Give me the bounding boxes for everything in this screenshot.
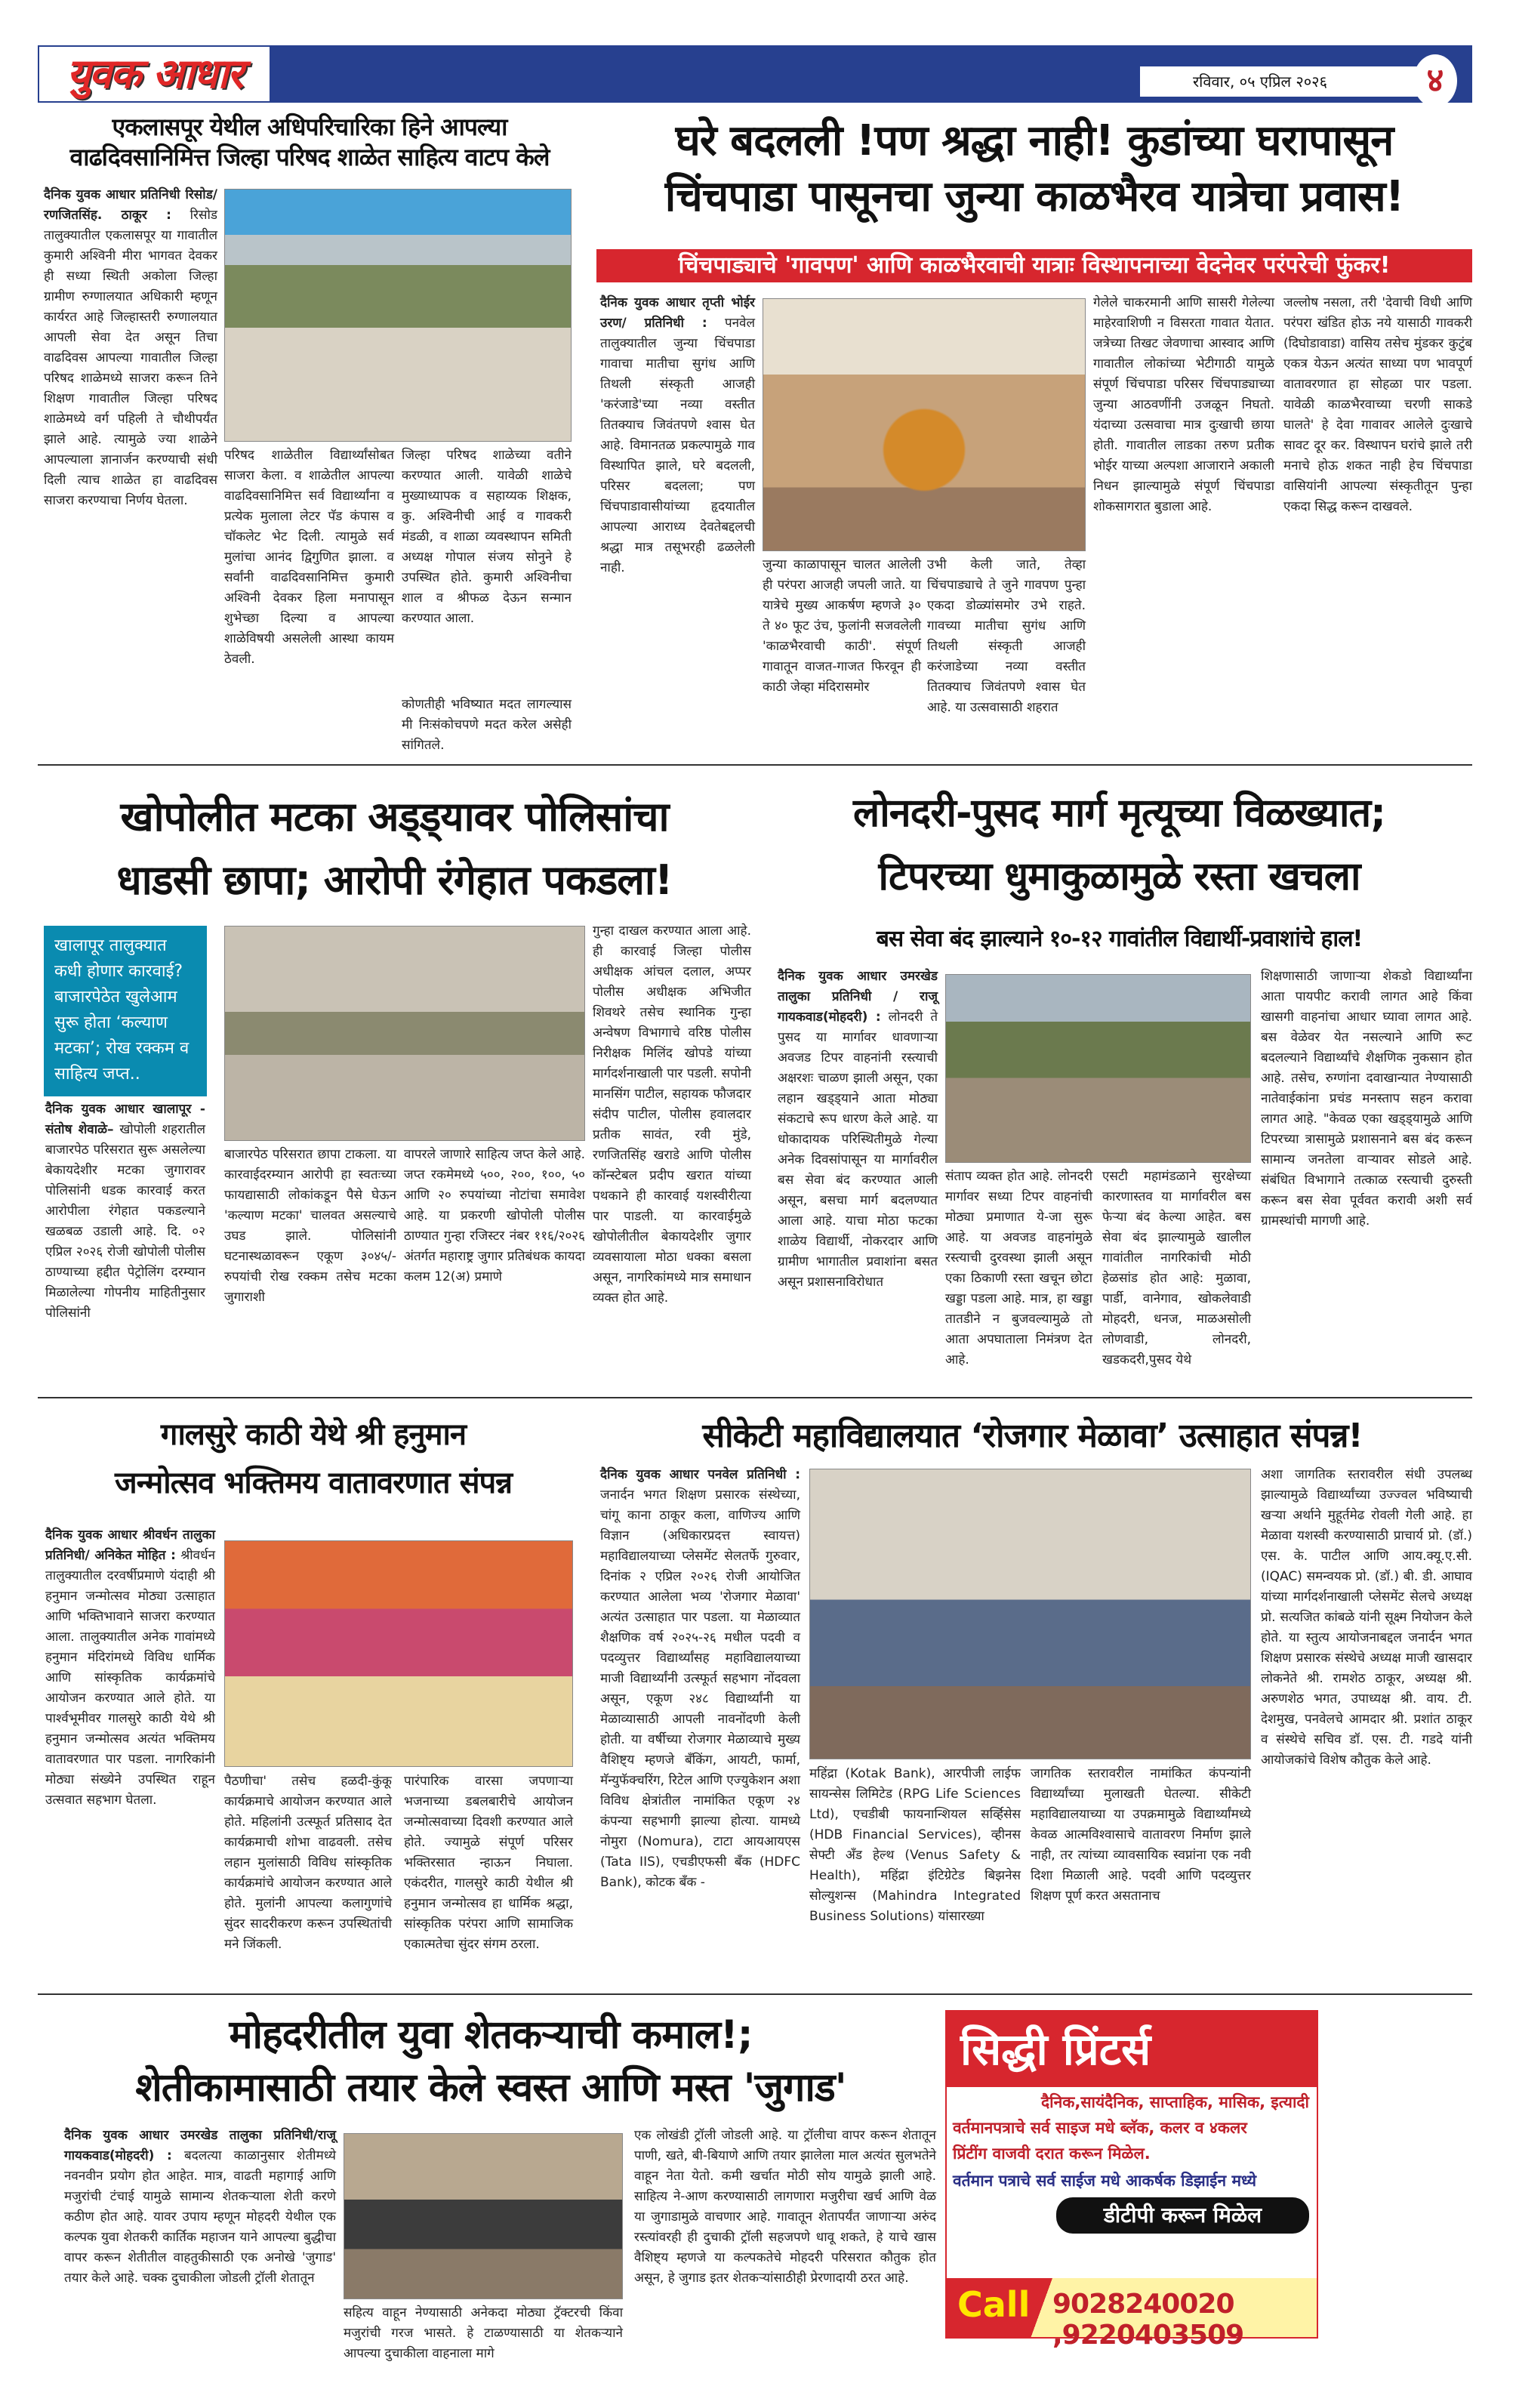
byline: दैनिक युवक आधार श्रीवर्धन तालुका प्रतिनिधी/ अनिकेत मोहित : xyxy=(45,1528,215,1563)
article-1-column-4: कोणतीही भविष्यात मदत लागल्यास मी निःसंकोचपणे मदत करेल असेही सांगितले. xyxy=(402,697,572,753)
column-text: जनार्दन भगत शिक्षण प्रसारक संस्थेच्या, चांगू काना ठाकूर कला, वाणिज्य आणि विज्ञान (अधिकारप्रदत्त स्वायत्त) महाविद्यालयाच्या प्लेसमेंट सेलतर्फे गुरुवार, दिनांक २ एप्रिल २०२६ रोजी आयोजित करण्यात आलेला भव्य 'रोजगार मेळावा' अत्यंत उत्साहात पार पडला. या मेळाव्यात शैक्षणिक वर्ष २०२५-२६ मधील पदवी व पदव्युत्तर विद्यार्थ्यांसह महाविद्यालयाच्या माजी विद्यार्थ्यांनी उत्स्फूर्त सहभाग नोंदवला असून, एकूण २४८ विद्यार्थ्यांनी या मेळाव्यासाठी आपली नावनोंदणी केली होती. या वर्षीच्या रोजगार मेळाव्याचे मुख्य वैशिष्ट्य म्हणजे बँकिंग, आयटी, फार्मा, मॅन्युफॅक्चरिंग, रिटेल आणि एज्युकेशन अशा विविध क्षेत्रांतील नामांकित एकूण २४ कंपन्या सहभागी झाल्या होत्या. यामध्ये नोमुरा (Nomura), टाटा आयआयएस (Tata IIS), एचडीएफसी बँक (HDFC Bank), कोटक बँक - xyxy=(600,1488,800,1890)
section-divider xyxy=(38,1397,1472,1398)
article-6-column-1 xyxy=(600,1465,800,1986)
headline-line: एकलासपूर येथील अधिपरिचारिका हिने आपल्या xyxy=(112,113,507,141)
article-2-banner: चिंचपाड्याचे 'गावपण' आणि काळभैरवाची यात्राः विस्थापनाच्या वेदनेवर परंपरेची फुंकर! xyxy=(596,249,1472,282)
hanuman-jayanti-photo xyxy=(224,1540,573,1767)
ad-dtp-pill: डीटीपी करून मिळेल xyxy=(1056,2197,1309,2234)
headline-line: गालसुरे काठी येथे श्री हनुमान xyxy=(160,1417,467,1452)
ad-phone-numbers[interactable]: 9028240020 ,9220403509 xyxy=(1052,2289,1244,2351)
article-7-column-3: एक लोखंडी ट्रॉली जोडली आहे. या ट्रॉलीचा वापर करून शेतातून पाणी, खते, बी-बियाणे आणि तयार झालेला माल अत्यंत सुलभतेने वाहून नेता येतो. कमी खर्चात मोठी सोय यामुळे झाली आहे. साहित्य ने-आण करण्यासाठी लागणारा मजुरीचा खर्च आणि वेळ या जुगाडामुळे वाचणार आहे. गावातून शेतापर्यंत जाणाऱ्या अरुंद रस्त्यांवरही ही दुचाकी ट्रॉली सहजपणे धावू शकते, हे याचे खास वैशिष्ट्य म्हणजे या कल्पकतेचे मोहदरी परिसरात कौतुक होत असून, हे जुगाड इतर शेतकऱ्यांसाठीही प्रेरणादायी ठरत आहे. xyxy=(634,2128,936,2286)
column-text: श्रीवर्धन तालुक्यातील दरवर्षीप्रमाणे यंदाही श्री हनुमान जन्मोत्सव मोठ्या उत्साहात आणि भक्तिभावाने साजरा करण्यात आला. तालुक्यातील अनेक गावांमध्ये हनुमान मंदिरांमध्ये विविध धार्मिक आणि सांस्कृतिक कार्यक्रमांचे आयोजन करण्यात आले होते. या पार्श्वभूमीवर गालसुरे काठी येथे श्री हनुमान जन्मोत्सव अत्यंत भक्तिमय वातावरणात पार पडला. नागरिकांनी मोठ्या संख्येने उपस्थित राहून उत्सवात सहभाग घेतला. xyxy=(45,1548,215,1808)
ad-call-label: Call xyxy=(957,2284,1031,2325)
article-4-column-3: एसटी महामंडळाने सुरक्षेच्या कारणास्तव या मार्गावरील बस फेऱ्या बंद केल्या आहेत. बस सेवा बंद झाल्यामुळे खालील गावांतील नागरिकांची मोठी हेळसांड होत आहे: मुळावा, पार्डी, वानेगाव, खोकलेवाडी मोहदरी, धनज, माळअसोली लोणवाडी, लोनदरी, खडकदरी,पुसद येथे xyxy=(1102,1169,1251,1367)
article-4-headline xyxy=(763,782,1476,908)
article-2-column-4: गेलेले चाकरमानी आणि सासरी गेलेल्या माहेरवाशिणी न विसरता गावात येतात. जत्रेच्या तिखट जेवणाचा आस्वाद आणि गावातील लोकांच्या भेटीगाठी यामुळे संपूर्ण चिंचपाडा परिसर चिंचपाड्याच्या जुन्या आठवणींनी उजळून निघतो. यंदाच्या उत्सवाचा मात्र दुःखाची छाया होती. गावातील लाडका तरुण प्रतीक भोईर याच्या अल्पशा आजाराने अकाली निधन झाल्यामुळे संपूर्ण चिंचपाडा शोकसागरात बुडाला आहे. xyxy=(1093,295,1274,514)
article-1-column-1 xyxy=(44,185,217,755)
column-text: लोनदरी ते पुसद या मार्गावर धावणाऱ्या अवजड टिपर वाहनांनी रस्त्याची अक्षरशः चाळण झाली असून, एका लहान खड्ड्याने आता मोठ्या संकटाचे रूप धारण केले आहे. या धोकादायक परिस्थितीमुळे गेल्या अनेक दिवसांपासून या मार्गावरील बस सेवा बंद करण्यात आली असून, बसचा मार्ग बदलण्यात आला आहे. याचा मोठा फटका शाळेय विद्यार्थी, नोकरदार आणि ग्रामीण भागातील प्रवाशांना बसत असून प्रशासनाविरोधात xyxy=(778,1010,938,1290)
kalbhairav-temple-photo xyxy=(763,298,1086,551)
headline-line: टिपरच्या धुमाकुळामुळे रस्ता खचला xyxy=(878,854,1360,899)
page-number: ४ xyxy=(1413,54,1457,107)
article-2-column-3: उभी केली जाते, तेव्हा चिंचपाड्याचे ते जुने गावपण पुन्हा एकदा डोळ्यांसमोर उभे राहते. गावच्या मातीचा सुगंध आणि तिथली संस्कृती आजही करंजाडेच्या नव्या वस्तीत तितक्याच जिवंतपणे श्वास घेत आहे. या उत्सवासाठी शहरात xyxy=(927,557,1086,715)
article-2-column-2: जुन्या काळापासून चालत आलेली ही परंपरा आजही जपली जाते. या यात्रेचे मुख्य आकर्षण म्हणजे ३० ते ४० फूट उंच, फुलांनी सजवलेली 'काळभैरवाची काठी'. संपूर्ण गावातून वाजत-गाजत फिरवून ही काठी जेव्हा मंदिरासमोर xyxy=(763,557,921,695)
article-5-column-1 xyxy=(45,1525,215,1986)
headline-line: मोहदरीतील युवा शेतकऱ्याची कमाल!; xyxy=(229,2012,753,2058)
article-6-column-4: अशा जागतिक स्तरावरील संधी उपलब्ध झाल्यामुळे विद्यार्थ्यांच्या उज्ज्वल भविष्याची खऱ्या अर्थाने मुहूर्तमेढ रोवली गेली आहे. हा मेळावा यशस्वी करण्यासाठी प्राचार्य प्रो. (डॉ.) एस. के. पाटील आणि आय.क्यू.ए.सी. (IQAC) समन्वयक प्रो. (डॉ.) बी. डी. आघाव यांच्या मार्गदर्शनाखाली प्लेसमेंट सेलचे अध्यक्ष प्रो. सत्यजित कांबळे यांनी सूक्ष्म नियोजन केले होते. या स्तुत्य आयोजनाबद्दल जनार्दन भगत शिक्षण प्रसारक संस्थेचे अध्यक्ष माजी खासदार लोकनेते श्री. रामशेठ ठाकूर, अध्यक्ष श्री. अरुणशेठ भगत, उपाध्यक्ष श्री. वाय. टी. देशमुख, पनवेलचे आमदार श्री. प्रशांत ठाकूर व संस्थेचे सचिव डॉ. एस. टी. गडदे यांनी आयोजकांचे विशेष कौतुक केले आहे. xyxy=(1261,1467,1472,1768)
byline: दैनिक युवक आधार पनवेल प्रतिनिधी : xyxy=(600,1467,800,1482)
byline: दैनिक युवक आधार तृप्ती भोईर उरण/ प्रतिनिधी : xyxy=(600,295,755,331)
byline: दैनिक युवक आधार उमरखेड तालुका प्रतिनिधी/राजू गायकवाड(मोहदरी) : xyxy=(64,2128,336,2163)
byline: दैनिक युवक आधार खालापूर - संतोष शेवाळे– xyxy=(45,1102,205,1137)
job-fair-photo xyxy=(809,1469,1251,1759)
article-3-headline xyxy=(38,785,751,912)
headline-line: लोनदरी-पुसद मार्ग मृत्यूच्या विळख्यात; xyxy=(853,791,1385,836)
article-2-column-1 xyxy=(600,293,755,755)
issue-date: रविवार, ०५ एप्रिल २०२६ xyxy=(1140,66,1427,97)
article-3-column-2: बाजारपेठ परिसरात छापा टाकला. या कारवाईदरम्यान आरोपी हा स्वतःच्या फायद्यासाठी लोकांकडून पैसे घेऊन 'कल्याण मटका' चालवत असल्याचे उघड झाले. पोलिसांनी घटनास्थळावरून एकूण ३०४५/- रुपयांची रोख रक्कम तसेच मटका जुगाराशी xyxy=(224,1147,396,1305)
article-7-column-1 xyxy=(64,2126,336,2352)
article-5-column-2: पैठणीचा' तसेच हळदी-कुंकू कार्यक्रमाचे आयोजन करण्यात आले होते. महिलांनी उत्स्फूर्त प्रतिसाद देत कार्यक्रमाची शोभा वाढवली. तसेच लहान मुलांसाठी विविध सांस्कृतिक कार्यक्रमांचे आयोजन करण्यात आले होते. मुलांनी आपल्या कलागुणांचे सुंदर सादरीकरण करून उपस्थितांची मने जिंकली. xyxy=(224,1774,392,1952)
headline-line: वाढदिवसानिमित्त जिल्हा परिषद शाळेत साहित्य वाटप केले xyxy=(69,143,550,171)
headline-line: खोपोलीत मटका अड्ड्यावर पोलिसांचा xyxy=(120,793,669,840)
column-text: खोपोली शहरातील बाजारपेठ परिसरात सुरू असलेल्या बेकायदेशीर मटका जुगारावर पोलिसांनी धडक कारवाई करत आरोपीला रंगेहात पकडल्याने खळबळ उडाली आहे. दि. ०२ एप्रिल २०२६ रोजी खोपोली पोलीस ठाण्याच्या हद्दीत पेट्रोलिंग दरम्यान मिळालेल्या गोपनीय माहितीनुसार पोलिसांनी xyxy=(45,1122,206,1321)
headline-line: जन्मोत्सव भक्तिमय वातावरणात संपन्न xyxy=(114,1466,513,1500)
article-1-column-2: परिषद शाळेतील विद्यार्थ्यांसोबत साजरा केला. व शाळेतील आपल्या वाढदिवसानिमित्त सर्व विद्यार्थ्यांना व प्रत्येक मुलाला लेटर पॅड कंपास व चॉकलेट भेट दिली. त्यामुळे सर्व मुलांचा आनंद द्विगुणित झाला. व सर्वांनी वाढदिवसानिमित्त कुमारी अश्विनी देवकर हिला मनापासून शुभेच्छा दिल्या व आपल्या शाळेविषयी असलेली आस्था कायम ठेवली. xyxy=(224,448,394,667)
article-3-column-4: गुन्हा दाखल करण्यात आला आहे. ही कारवाई जिल्हा पोलीस अधीक्षक आंचल दलाल, अप्पर पोलीस अधीक्षक अभिजीत शिवथरे तसेच स्थानिक गुन्हा अन्वेषण विभागाचे वरिष्ठ पोलीस निरीक्षक मिलिंद खोपडे यांच्या मार्गदर्शनाखाली पार पडली. सपोनी मानसिंग पाटील, सहायक फौजदार संदीप पाटील, पोलीस हवालदार प्रतीक सावंत, रवी मुंडे, रणजितसिंह खराडे आणि पोलीस कॉन्स्टेबल प्रदीप खरात यांच्या पथकाने ही कारवाई यशस्वीरीत्या पार पाडली. या कारवाईमुळे खोपोलीतील बेकायदेशीर जुगार व्यवसायाला मोठा धक्का बसला असून, नागरिकांमध्ये मात्र समाधान व्यक्त होत आहे. xyxy=(593,923,751,1306)
newspaper-logo: युवक आधार xyxy=(39,47,270,101)
ad-title: सिद्धी प्रिंटर्स xyxy=(947,2012,1317,2087)
ad-line-4: वर्तमान पत्राचे सर्व साईज मधे आकर्षक डिझाईन मध्ये xyxy=(953,2172,1257,2190)
siddhi-printers-ad xyxy=(945,2010,1318,2351)
headline-line: धाडसी छापा; आरोपी रंगेहात पकडला! xyxy=(116,856,673,904)
section-divider xyxy=(38,1993,1472,1995)
ad-line-2: वर्तमानपत्राचे सर्व साइज मधे ब्लॅक, कलर व ४कलर xyxy=(953,2119,1247,2137)
article-4-subheadline: बस सेवा बंद झाल्याने १०-१२ गावांतील विद्यार्थी-प्रवाशांचे हाल! xyxy=(876,926,1363,952)
headline-line: चिंचपाडा पासूनचा जुन्या काळभैरव यात्रेचा प्रवास! xyxy=(664,172,1404,221)
article-7-column-2: सहित्य वाहून नेण्यासाठी अनेकदा मोठ्या ट्रॅक्टरची किंवा मजुरांची गरज भासते. हे टाळण्यासाठी या शेतकऱ्याने आपल्या दुचाकीला वाहनाला मागे xyxy=(344,2305,623,2361)
column-text: रिसोड तालुक्यातील एकलासपूर या गावातील कुमारी अश्विनी मीरा भागवत देवकर ही सध्या स्थिती अकोला जिल्हा ग्रामीण रुग्णालयात अधिकारी म्हणून कार्यरत आहे जिल्हास्तरी रुग्णालयात आपली सेवा देत असून तिचा वाढदिवस आपल्या गावातील जिल्हा परिषद शाळेमध्ये साजरा करून तिने शिक्षण गावातील जिल्हा परिषद शाळेमध्ये वर्ग पहिली ते चौथीपर्यंत झाले आहे. त्यामुळे ज्या शाळेने आपल्याला ज्ञानार्जन करण्याची संधी दिली त्याच शाळेत हा वाढदिवस साजरा करण्याचा निर्णय घेतला. xyxy=(44,208,217,508)
farmer-jugaad-photo xyxy=(344,2133,623,2299)
ad-line-1: दैनिक,सायंदैनिक, साप्ताहिक, मासिक, इत्यादी xyxy=(1040,2093,1309,2111)
article-4-column-1 xyxy=(778,967,938,1389)
article-3-callout-box: खालापूर तालुक्यात कधी होणार कारवाई? बाजारपेठेत खुलेआम सुरू होता ‘कल्याण मटका’; रोख रक्कम व साहित्य जप्त.. xyxy=(44,926,207,1096)
article-5-headline xyxy=(38,1411,589,1507)
article-1-column-3: जिल्हा परिषद शाळेच्या वतीने करण्यात आली. यावेळी शाळेचे मुख्याध्यापक व सहाय्यक शिक्षक, कु. अश्विनीची आई व गावकरी मंडळी, व शाळा व्यवस्थापन समिती अध्यक्ष गोपाल संजय सोनुने हे उपस्थित होते. कुमारी अश्विनीचा शाल व श्रीफळ देऊन सन्मान करण्यात आला. xyxy=(402,448,572,626)
article-6-column-3: जागतिक स्तरावरील नामांकित कंपन्यांनी विद्यार्थ्यांच्या मुलाखती घेतल्या. सीकेटी महाविद्यालयाच्या या उपक्रमामुळे विद्यार्थ्यांमध्ये केवळ आत्मविश्वासाचे वातावरण निर्माण झाले नाही, तर त्यांच्या व्यावसायिक स्वप्नांना एक नवी दिशा मिळाली आहे. पदवी आणि पदव्युत्तर शिक्षण पूर्ण करत असतानाच xyxy=(1031,1766,1251,1904)
article-1-headline xyxy=(42,112,578,172)
headline-line: शेतीकामासाठी तयार केले स्वस्त आणि मस्त 'जुगाड' xyxy=(135,2065,846,2110)
article-7-headline xyxy=(38,2009,944,2114)
police-raid-photo xyxy=(224,926,585,1141)
article-2-headline xyxy=(593,113,1476,225)
byline: दैनिक युवक आधार प्रतिनिधी रिसोड/ रणजितसिंह. ठाकूर : xyxy=(44,187,217,223)
article-4-column-4: शिक्षणासाठी जाणाऱ्या शेकडो विद्यार्थ्यांना आता पायपीट करावी लागत आहे किंवा खासगी वाहनांचा आधार घ्यावा लागत आहे. बस वेळेवर येत नसल्याने आणि रूट बदलल्याने विद्यार्थ्यांचे शैक्षणिक नुकसान होत आहे. तसेच, रुग्णांना दवाखान्यात नेण्यासाठी नातेवाईकांना प्रचंड मनस्ताप सहन करावा लागत आहे. "केवळ एका खड्ड्यामुळे आणि टिपरच्या त्रासामुळे प्रशासनाने बस बंद करून सामान्य जनतेला वाऱ्यावर सोडले आहे. संबंधित विभागाने तत्काळ रस्त्याची दुरुस्ती करून बस सेवा पूर्ववत करावी अशी सर्व ग्रामस्थांची मागणी आहे. xyxy=(1261,969,1472,1229)
section-divider xyxy=(38,764,1472,766)
column-text: बदलत्या काळानुसार शेतीमध्ये नवनवीन प्रयोग होत आहेत. मात्र, वाढती महागाई आणि मजुरांची टंचाई यामुळे सामान्य शेतकऱ्याला शेती करणे कठीण होत आहे. यावर उपाय म्हणून मोहदरी येथील एक कल्पक युवा शेतकरी कार्तिक महाजन याने आपल्या बुद्धीचा वापर करून शेतीतील वाहतुकीसाठी एक अनोखे 'जुगाड' तयार केले आहे. चक्क दुचाकीला जोडली ट्रॉली शेतातून xyxy=(64,2148,336,2286)
article-6-headline: सीकेटी महाविद्यालयात ‘रोजगार मेळावा’ उत्साहात संपन्न! xyxy=(702,1417,1363,1455)
article-5-column-3: पारंपारिक वारसा जपणाऱ्या भजनाच्या डबलबारीचे आयोजन जन्मोत्सवाच्या दिवशी करण्यात आले होते. ज्यामुळे संपूर्ण परिसर भक्तिरसात न्हाऊन निघाला. एकंदरीत, गालसुरे काठी येथील श्री हनुमान जन्मोत्सव हा धार्मिक श्रद्धा, सांस्कृतिक परंपरा आणि सामाजिक एकात्मतेचा सुंदर संगम ठरला. xyxy=(404,1774,573,1952)
column-text: पनवेल तालुक्यातील जुन्या चिंचपाडा गावाचा मातीचा सुगंध आणि तिथली संस्कृती आजही 'करंजाडे'च्या नव्या वस्तीत तितक्याच जिवंतपणे श्वास घेत आहे. विमानतळ प्रकल्पामुळे गाव विस्थापित झाले, घरे बदलली, परिसर बदलला; पण चिंचपाडावासीयांच्या हृदयातील आपल्या आराध्य देवतेबद्दलची श्रद्धा मात्र तसूभरही ढळलेली नाही. xyxy=(600,316,756,575)
headline-line: घरे बदलली !पण श्रद्धा नाही! कुडांच्या घरापासून xyxy=(675,116,1394,165)
school-event-photo xyxy=(224,189,572,442)
byline: दैनिक युवक आधार उमरखेड तालुका प्रतिनिधी / राजू गायकवाड(मोहदरी) : xyxy=(778,969,938,1025)
ad-line-3: प्रिंटींग वाजवी दरात करून मिळेल. xyxy=(953,2144,1151,2163)
article-6-column-2: महिंद्रा (Kotak Bank), आरपीजी लाईफ सायन्सेस लिमिटेड (RPG Life Sciences Ltd), एचडीबी फायनान्शियल सर्व्हिसेस (HDB Financial Services), व्हीनस सेफ्टी अँड हेल्थ (Venus Safety & Health), महिंद्रा इंटिग्रेटेड बिझनेस सोल्युशन्स (Mahindra Integrated Business Solutions) यांसारख्या xyxy=(809,1766,1021,1924)
article-3-column-1 xyxy=(45,1099,205,1390)
damaged-road-photo xyxy=(945,974,1251,1163)
article-2-column-5: जल्लोष नसला, तरी 'देवाची विधी आणि परंपरा खंडित होऊ नये यासाठी गावकरी (दिघोडावाडा) वासिय तसेच मुंडकर कुटुंब एकत्र येऊन अत्यंत साध्या पण भावपूर्ण वातावरणात हा सोहळा पार पडला. यावेळी काळभैरवाच्या चरणी साकडे घालते' हे देवा गावावर आलेले दुःखाचे सावट दूर कर. विस्थापन घरांचे झाले तरी मनाचे होऊ शकत नाही हेच चिंचपाडा वासियांनी आपल्या संस्कृतीतून पुन्हा एकदा सिद्ध करून दाखवले. xyxy=(1283,295,1472,514)
article-3-column-3: वापरले जाणारे साहित्य जप्त केले आहे. जप्त रकमेमध्ये ५००, २००, १००, ५० आणि २० रुपयांच्या नोटांचा समावेश आहे. या प्रकरणी खोपोली पोलीस ठाण्यात गुन्हा रजिस्टर नंबर ११६/२०२६ अंतर्गत महाराष्ट्र जुगार प्रतिबंधक कायदा कलम 12(अ) प्रमाणे xyxy=(404,1147,585,1284)
article-4-column-2: संताप व्यक्त होत आहे. लोनदरी मार्गावर सध्या टिपर वाहनांची मोठ्या प्रमाणात ये-जा सुरू आहे. या अवजड वाहनांमुळे रस्त्याची दुरवस्था झाली असून एका ठिकाणी रस्ता खचून छोटा खड्डा पडला आहे. मात्र, हा खड्डा तातडीने न बुजवल्यामुळे तो आता अपघाताला निमंत्रण देत आहे. xyxy=(945,1169,1092,1367)
